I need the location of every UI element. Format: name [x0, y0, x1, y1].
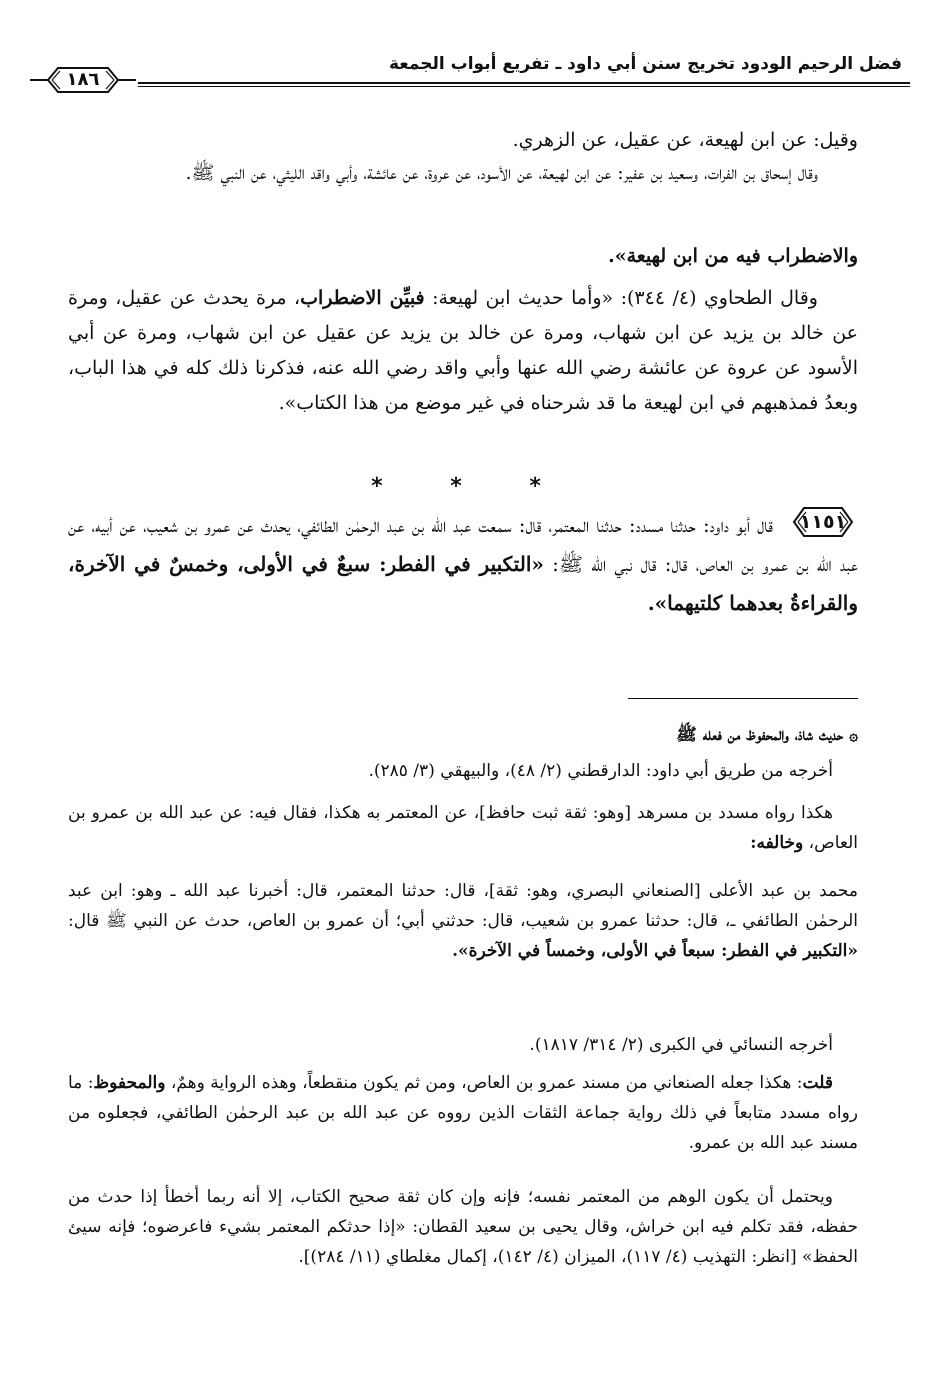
footnote-3-emphasis: وخالفه: [750, 833, 804, 853]
footnote-verdict [68, 720, 858, 750]
footnote-3-text: هكذا رواه مسدد بن مسرهد [وهو: ثقة ثبت حافظ]، عن المعتمر به هكذا، فقال فيه: عن عبد الله بن عمرو بن العاص، [68, 803, 858, 853]
footnote-6-emphasis: والمحفوظ [93, 1073, 166, 1093]
verdict-text: حديث شاذ، والمحفوظ من فعله ﷺ [676, 725, 844, 745]
hadith-matn: «التكبير في الفطر: سبعٌ في الأولى، وخمسٌ في الآخرة، والقراءةُ بعدهما كلتيهما». [68, 552, 858, 615]
footnote-separator [628, 698, 858, 699]
hadith-text [68, 506, 858, 623]
footnote-takhrij-1: أخرجه من طريق أبي داود: الدارقطني (٢/ ٤٨)، والبيهقي (٣/ ٢٨٥). [368, 761, 833, 781]
footnote-4-emphasis: «التكبير في الفطر: سبعاً في الأولى، وخمساً في الآخرة». [452, 941, 858, 961]
paragraph-4-intro: وقال الطحاوي (٤/ ٣٤٤): «وأما حديث ابن لهيعة: [424, 287, 818, 309]
header-rule-thin [30, 86, 910, 87]
footnote-4-text: محمد بن عبد الأعلى [الصنعاني البصري، وهو: ثقة]، قال: حدثنا المعتمر، قال: أخبرنا عبد الله ـ وهو: ابن عبد الرحمٰن الطائفي ـ، قال: حدثنا عمرو بن شعيب، قال: حدثني أبي؛ أن عمرو بن العاص، حدث عن النبي ﷺ قال: [68, 881, 858, 931]
running-header-title: فضل الرحيم الودود تخريج سنن أبي داود ـ تفريع أبواب الجمعة [388, 54, 902, 74]
paragraph-3: والاضطراب فيه من ابن لهيعة». [608, 245, 858, 267]
paragraph-4-emphasis: فبيِّن الاضطراب [300, 287, 425, 309]
footnote-6-label: قلت [802, 1073, 833, 1093]
footnote-paragraph-6 [68, 1068, 858, 1158]
footnote-paragraph-7: ويحتمل أن يكون الوهم من المعتمر نفسه؛ فإنه وإن كان ثقة صحيح الكتاب، إلا أنه ربما أخطأ إذا حدث من حفظه، فقد تكلم فيه ابن خراش، وقال يحيى بن سعيد القطان: «إذا حدثكم المعتمر بشيء فاعرضوه؛ فإنه سيئ الحفظ» [انظر: التهذيب (٤/ ١١٧)، الميزان (٤/ ١٤٢)، إكمال مغلطاي (١١/ ٢٨٤)]. [68, 1187, 858, 1267]
page-number: ١٨٦ [66, 69, 100, 90]
footnote-takhrij-2: أخرجه النسائي في الكبرى (٢/ ٣١٤/ ١٨١٧). [529, 1035, 833, 1055]
hadith-isnad: قال أبو داود: حدثنا مسدد: حدثنا المعتمر، قال: سمعت عبد الله بن عبد الرحمٰن الطائفي، يحدث عن عمرو بن شعيب، عن أبيه، عن عبد الله بن عمرو بن العاص، قال: قال نبي الله ﷺ: [68, 513, 858, 576]
hadith-number: ١١٥١ [799, 511, 847, 533]
paragraph-2: وقال إسحاق بن الفرات، وسعيد بن عفير: عن ابن لهيعة، عن الأسود، عن عروة، عن عائشة، وأبي واقد الليثي، عن النبي ﷺ. [185, 162, 818, 184]
footnote-paragraph-4 [68, 876, 858, 966]
section-separator: * * * [371, 474, 571, 499]
footnote-6-text: : هكذا جعله الصنعاني من مسند عمرو بن العاص، ومن ثم يكون منقطعاً، وهذه الرواية وهمٌ، [165, 1073, 803, 1093]
paragraph-4 [68, 281, 858, 421]
paragraph-4-body: ، مرة يحدث عن عقيل، ومرة عن خالد بن يزيد عن ابن شهاب، ومرة عن خالد بن يزيد عن عقيل عن ابن شهاب، ومرة عن أبي الأسود عن عروة عن عائشة رضي الله عنها وأبي واقد رضي الله عنه، فذكرنا ذلك كله في هذا الباب، وبعدُ فمذهبهم في ابن لهيعة ما قد شرحناه في غير موضع من هذا الكتاب». [68, 287, 859, 414]
page-number-ornament [28, 62, 138, 98]
verdict-bullet-icon: ۞ [849, 726, 858, 744]
paragraph-1: وقيل: عن ابن لهيعة، عن عقيل، عن الزهري. [512, 129, 858, 151]
footnote-paragraph-3 [68, 798, 858, 858]
footnote-6-rest: : ما رواه مسدد متابعاً في ذلك رواية جماعة الثقات الذين رووه عن عبد الله بن عبد الرحمٰن الطائفي، فجعلوه من مسند عبد الله بن عمرو. [68, 1073, 858, 1153]
header-rule [30, 82, 910, 84]
